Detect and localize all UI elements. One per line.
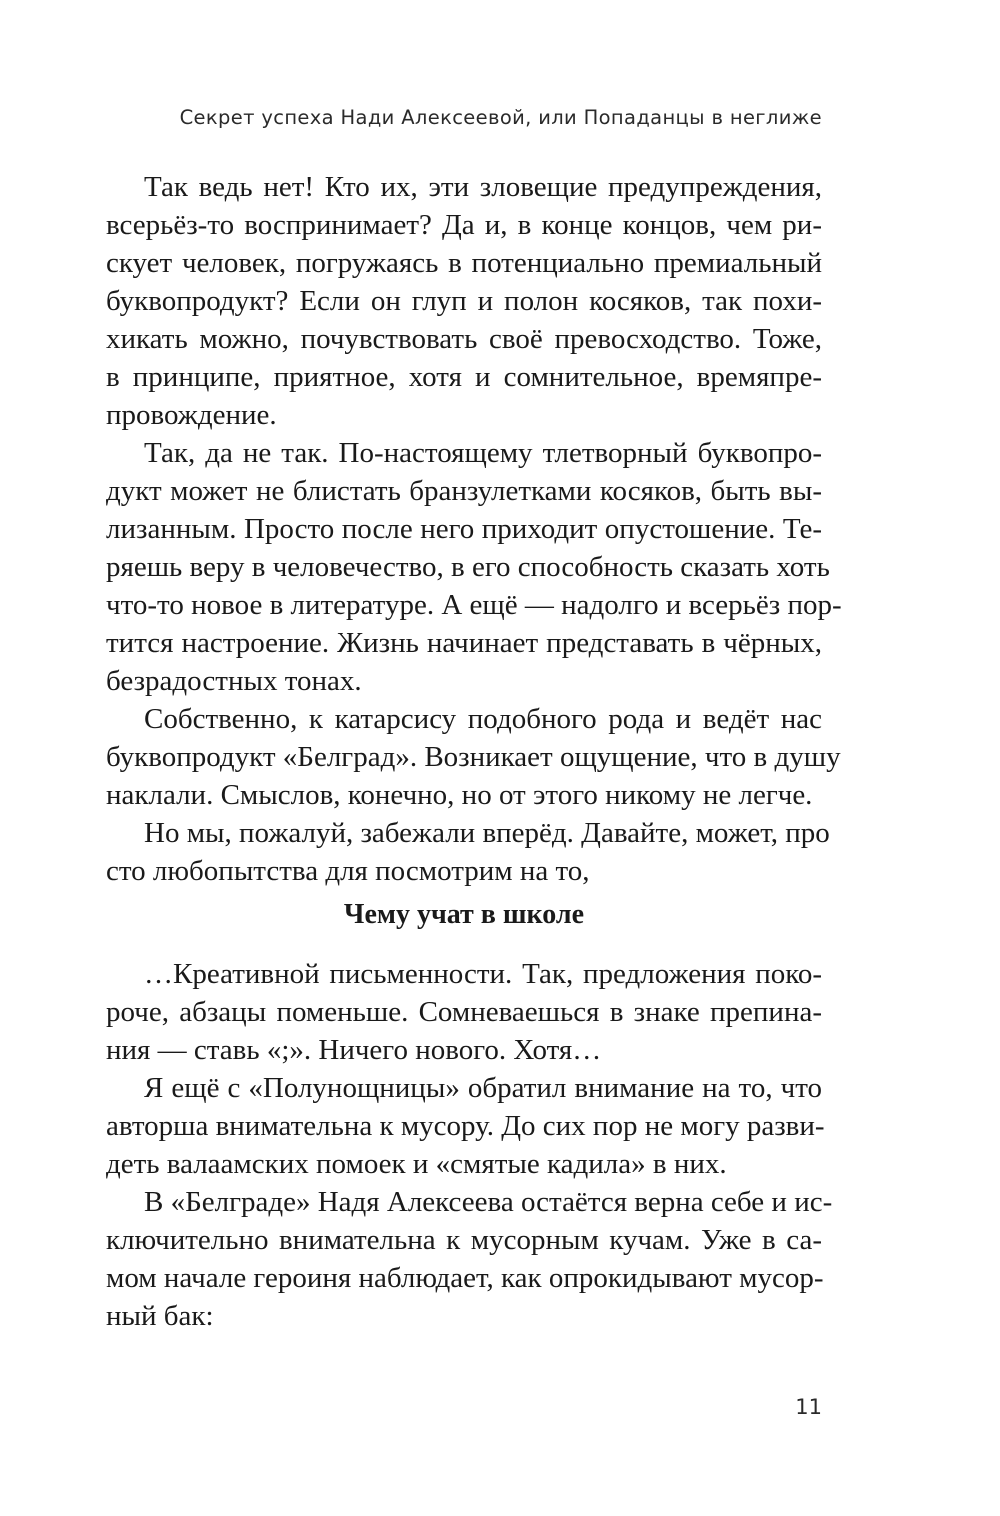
- section-heading: Чему учат в школе: [343, 899, 585, 930]
- text-line: провождение.: [106, 399, 277, 431]
- text-line: хикать можно, почувствовать своё превосходство. Тоже,: [106, 323, 822, 355]
- page-number: 11: [795, 1395, 822, 1419]
- text-line: наклали. Смыслов, конечно, но от этого никому не легче.: [106, 779, 813, 811]
- text-line: Так, да не так. По-настоящему тлетворный буквопро-: [144, 437, 822, 469]
- text-line: всерьёз-то воспринимает? Да и, в конце концов, чем ри-: [106, 209, 822, 241]
- text-line: сто любопытства для посмотрим на то,: [106, 855, 590, 887]
- text-line: ния — ставь «;». Ничего нового. Хотя…: [106, 1034, 602, 1066]
- text-line: в принципе, приятное, хотя и сомнительное, времяпре-: [106, 361, 822, 393]
- paragraph: [106, 434, 842, 700]
- text-line: …Креативной письменности. Так, предложения поко-: [144, 958, 822, 990]
- text-section-intro: [106, 168, 842, 890]
- text-line: Я ещё с «Полунощницы» обратил внимание на то, что: [144, 1072, 822, 1104]
- text-line: Но мы, пожалуй, забежали вперёд. Давайте, может, про: [144, 817, 830, 849]
- paragraph: [106, 1183, 833, 1335]
- text-line: Собственно, к катарсису подобного рода и ведёт нас: [144, 703, 822, 735]
- text-line: ный бак:: [106, 1300, 214, 1332]
- text-line: лизанным. Просто после него приходит опустошение. Те-: [106, 513, 822, 545]
- text-line: деть валаамских помоек и «смятые кадила» в них.: [106, 1148, 727, 1180]
- text-line: ключительно внимательна к мусорным кучам. Уже в са-: [106, 1224, 822, 1256]
- text-line: безрадостных тонах.: [106, 665, 362, 697]
- text-line: буквопродукт «Белград». Возникает ощущение, что в душу: [106, 741, 841, 773]
- text-line: В «Белграде» Надя Алексеева остаётся верна себе и ис-: [144, 1186, 833, 1218]
- text-section-school: [106, 955, 833, 1335]
- paragraph: [106, 168, 822, 434]
- paragraph: [106, 1069, 825, 1183]
- text-line: Так ведь нет! Кто их, эти зловещие предупреждения,: [144, 171, 822, 203]
- paragraph: [106, 955, 822, 1069]
- text-line: авторша внимательна к мусору. До сих пор не могу разви-: [106, 1110, 825, 1142]
- text-line: роче, абзацы поменьше. Сомневаешься в знаке препина-: [106, 996, 822, 1028]
- text-line: тится настроение. Жизнь начинает представать в чёрных,: [106, 627, 822, 659]
- text-line: мом начале героиня наблюдает, как опрокидывают мусор-: [106, 1262, 824, 1294]
- text-line: что-то новое в литературе. А ещё — надолго и всерьёз пор-: [106, 589, 842, 621]
- running-header: Секрет успеха Нади Алексеевой, или Попаданцы в неглиже: [179, 106, 822, 129]
- paragraph: [106, 700, 841, 814]
- text-line: скует человек, погружаясь в потенциально премиальный: [106, 247, 822, 279]
- paragraph: [106, 814, 830, 890]
- text-line: буквопродукт? Если он глуп и полон косяков, так похи-: [106, 285, 822, 317]
- text-line: дукт может не блистать бранзулетками косяков, быть вы-: [106, 475, 822, 507]
- text-line: ряешь веру в человечество, в его способность сказать хоть: [106, 551, 830, 583]
